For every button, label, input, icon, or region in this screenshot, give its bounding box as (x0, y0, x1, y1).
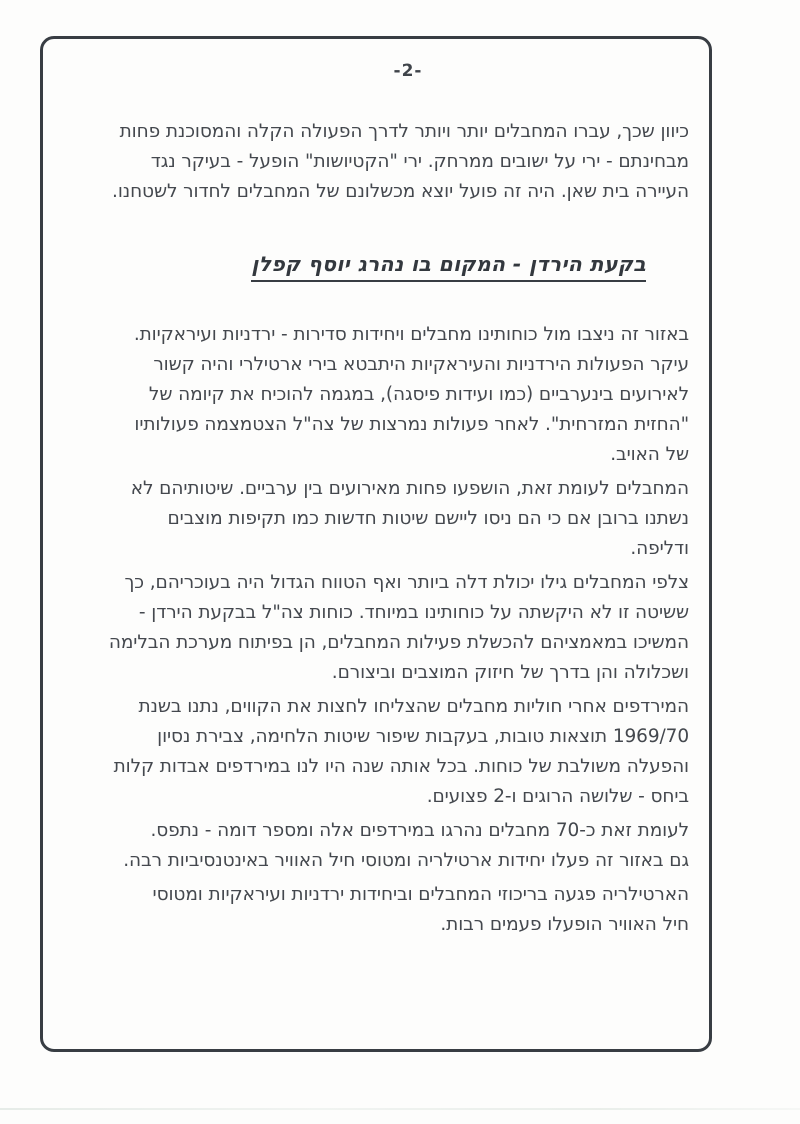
text-line: חיל האוויר הופעלו פעמים רבות. (440, 914, 689, 935)
text-line: באזור זה ניצבו מול כוחותינו מחבלים ויחידות סדירות - ירדניות ועיראקיות. (133, 324, 689, 345)
document-body (43, 39, 709, 944)
text-line: מבחינתם - ירי על ישובים ממרחק. ירי "הקטיושות" הופעל - בעיקר נגד (150, 151, 689, 172)
paragraph-7 (67, 880, 689, 940)
paragraph-2 (67, 320, 689, 470)
paragraph-3 (67, 474, 689, 564)
text-line: העיירה בית שאן. היה זה פועל יוצא מכשלונם של המחבלים לחדור לשטחנו. (112, 181, 689, 202)
text-line: גם באזור זה פעלו יחידות ארטילריה ומטוסי חיל האוויר באינטנסיביות רבה. (123, 850, 689, 871)
text-line: הארטילריה פגעה בריכוזי המחבלים וביחידות ירדניות ועיראקיות ומטוסי (152, 884, 689, 905)
section-heading: בקעת הירדן - המקום בו נהרג יוסף קפלן (251, 249, 646, 282)
paragraph-4 (67, 568, 689, 688)
text-line: ביחס - שלושה הרוגים ו-2 פצועים. (426, 786, 689, 807)
text-line: ששיטה זו לא היקשתה על כוחותינו במיוחד. כוחות צה"ל בבקעת הירדן - (138, 602, 689, 623)
text-line: ודליפה. (630, 538, 689, 559)
text-line: והפעלה משולבת של כוחות. בכל אותה שנה היו לנו במירדפים אבדות קלות (113, 756, 689, 777)
text-line: עיקר הפעולות הירדניות והעיראקיות היתבטא בירי ארטילרי והיה קשור (153, 354, 689, 375)
text-line: נשתנו ברובן אם כי הם ניסו ליישם שיטות חדשות כמו תקיפות מוצבים (167, 508, 689, 529)
text-line: לאירועים בינערביים (כמו ועידות פיסגה), במגמה להוכיח את קיומה של (148, 384, 689, 405)
text-line: כיוון שכך, עברו המחבלים יותר ויותר לדרך הפעולה הקלה והמסוכנת פחות (119, 121, 689, 142)
text-line: המירדפים אחרי חוליות מחבלים שהצליחו לחצות את הקווים, נתנו בשנת (138, 696, 689, 717)
section-heading-row (67, 249, 646, 282)
paragraph-1 (67, 117, 689, 207)
text-line: צלפי המחבלים גילו יכולת דלה ביותר ואף הטווח הגדול היה בעוכריהם, כך (124, 572, 689, 593)
page-border-frame (40, 36, 712, 1052)
text-line: לעומת זאת כ-70 מחבלים נהרגו במירדפים אלה ומספר דומה - נתפס. (150, 820, 689, 841)
page-number: -2- (393, 61, 423, 81)
text-line: ושכלולה והן בדרך של חיזוק המוצבים וביצורם. (331, 662, 689, 683)
scan-artifact-line (0, 1108, 800, 1110)
paragraph-6 (67, 816, 689, 876)
text-line: המשיכו במאמציהם להכשלת פעילות המחבלים, הן בפיתוח מערכת הבלימה (108, 632, 689, 653)
paragraph-5 (67, 692, 689, 812)
text-line: 1969/70 תוצאות טובות, בעקבות שיפור שיטות הלחימה, צבירת נסיון (157, 726, 689, 747)
text-line: "החזית המזרחית". לאחר פעולות נמרצות של צה"ל הצטמצמה פעולותיו (134, 414, 689, 435)
text-line: המחבלים לעומת זאת, הושפעו פחות מאירועים בין ערביים. שיטותיהם לא (130, 478, 689, 499)
text-line: של האויב. (610, 444, 689, 465)
